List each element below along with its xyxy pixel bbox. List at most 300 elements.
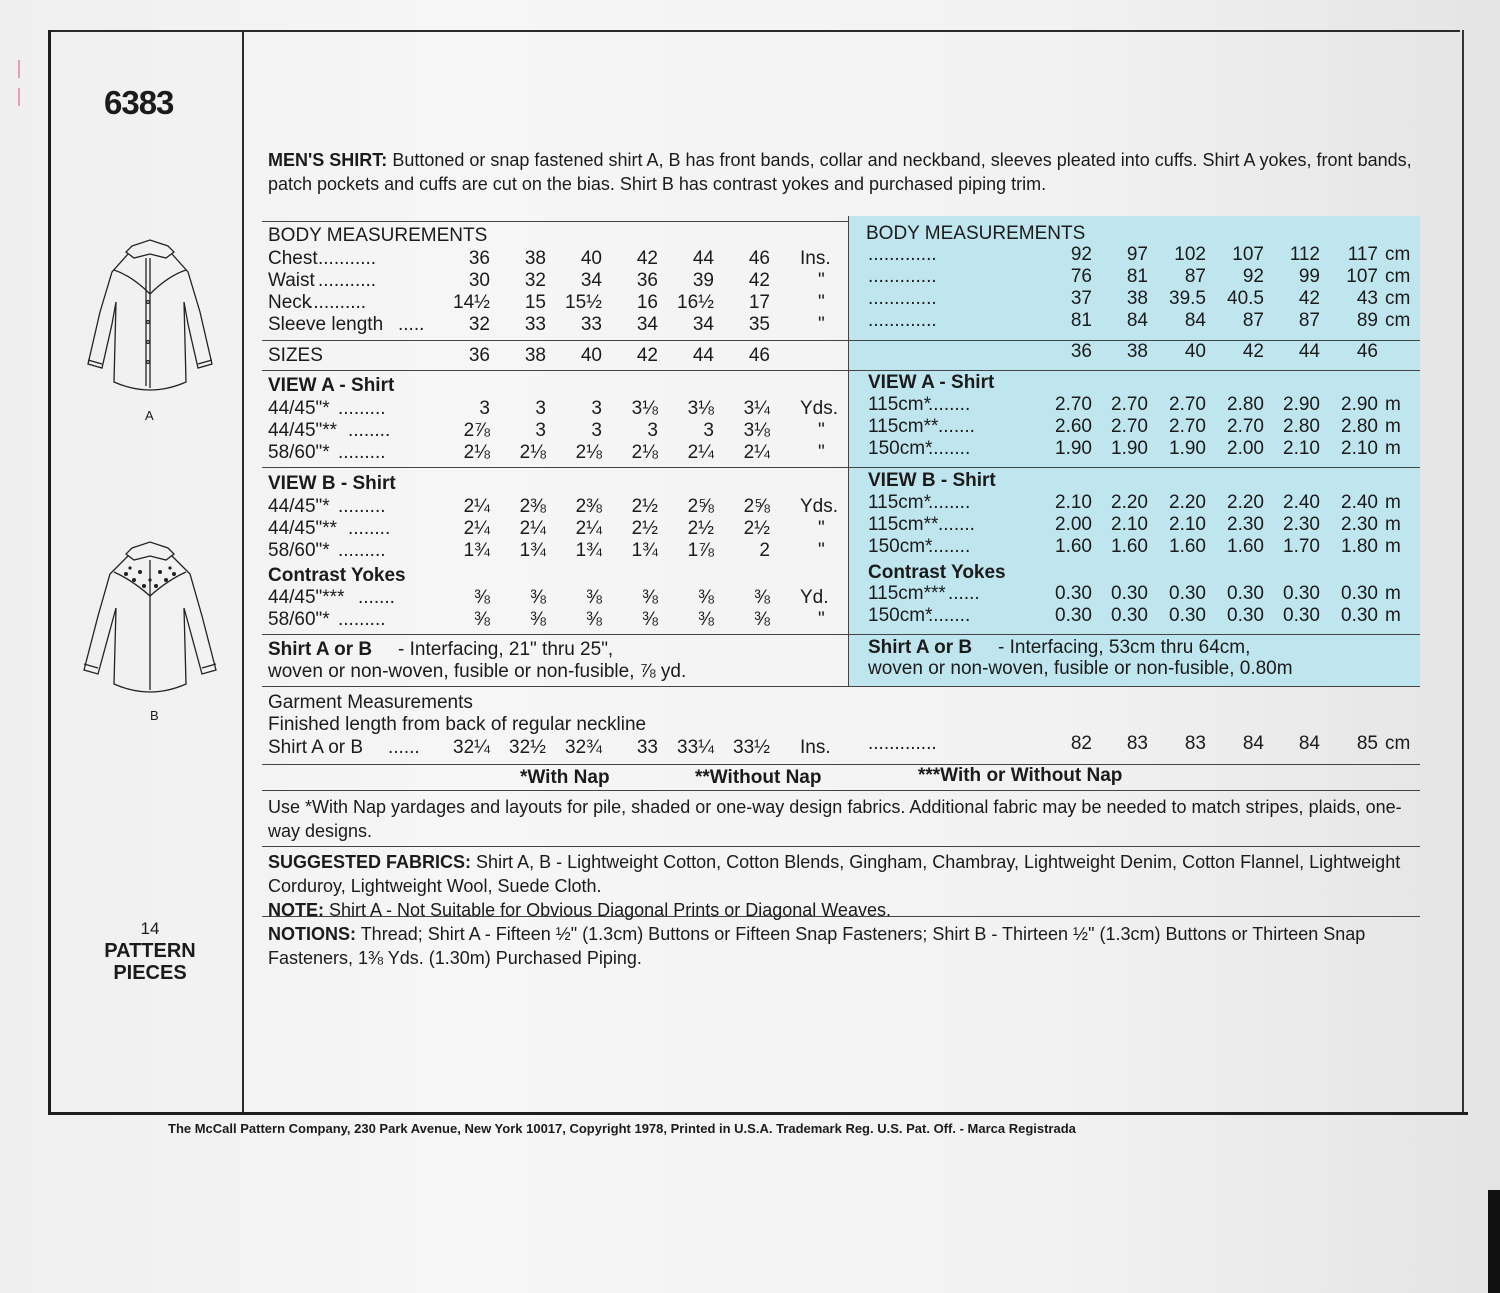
value-cell: 1.90: [1055, 438, 1092, 459]
unit-cell: Yds.: [800, 398, 839, 419]
value-cell: 15: [524, 292, 546, 313]
unit-cell: Yd.: [800, 587, 829, 608]
value-cell: ⅜: [642, 587, 658, 608]
row-label: 115cm**: [868, 416, 939, 437]
value-cell: ⅜: [754, 587, 770, 608]
value-cell: 0.30: [1169, 605, 1206, 626]
value-cell: 2.20: [1111, 492, 1148, 513]
value-cell: 3: [591, 420, 602, 441]
row-label: 44/45"**: [268, 518, 338, 539]
leader-dots: .........: [338, 540, 386, 561]
row-label: Chest: [268, 248, 318, 269]
pattern-number: 6383: [104, 84, 174, 121]
value-cell: 97: [1126, 244, 1148, 265]
fabrics-text: Shirt A, B - Lightweight Cotton, Cotton Blends, Gingham, Chambray, Lightweight Denim, Cotton Flannel, Lightweight Corduroy, Lightweight Wool, Suede Cloth.: [268, 852, 1401, 896]
value-cell: 1¾: [631, 540, 658, 561]
rule: [262, 221, 848, 222]
value-cell: 2.10: [1111, 514, 1148, 535]
value-cell: 3: [535, 398, 546, 419]
leader-dots: .............: [868, 244, 937, 265]
unit-cell: m: [1385, 536, 1401, 557]
pattern-pieces-line2: PIECES: [113, 962, 187, 984]
value-cell: 2¼: [519, 518, 546, 539]
unit-cell: cm: [1385, 266, 1411, 287]
unit-cell: ": [818, 270, 825, 291]
value-cell: 33: [636, 737, 658, 758]
leader-dots: ...........: [318, 248, 377, 269]
size-cell: 38: [1126, 341, 1148, 362]
value-cell: 87: [1184, 266, 1206, 287]
leader-dots: .........: [338, 496, 386, 517]
value-cell: 39.5: [1169, 288, 1206, 309]
value-cell: 107: [1232, 244, 1264, 265]
value-cell: 36: [468, 248, 490, 269]
value-cell: 2.80: [1341, 416, 1378, 437]
value-cell: 2½: [631, 496, 658, 517]
value-cell: 2⅞: [463, 420, 490, 441]
body-heading: BODY MEASUREMENTS: [268, 225, 488, 246]
value-cell: 40: [580, 248, 602, 269]
row-label: 44/45"*: [268, 398, 330, 419]
view-b-heading: VIEW B - Shirt: [868, 470, 996, 491]
rule: [262, 764, 1420, 765]
value-cell: 0.30: [1055, 583, 1092, 604]
value-cell: 30: [468, 270, 490, 291]
value-cell: 2⅜: [575, 496, 602, 517]
value-cell: ⅜: [474, 609, 490, 630]
value-cell: 1.60: [1055, 536, 1092, 557]
rule: [262, 686, 1420, 687]
value-cell: 2.70: [1055, 394, 1092, 415]
value-cell: 1.60: [1169, 536, 1206, 557]
unit-cell: cm: [1385, 733, 1411, 754]
leader-dots: .............: [868, 266, 937, 287]
value-cell: 89: [1356, 310, 1378, 331]
value-cell: 0.30: [1227, 583, 1264, 604]
unit-cell: m: [1385, 438, 1401, 459]
value-cell: 1¾: [575, 540, 602, 561]
value-cell: 2.70: [1111, 416, 1148, 437]
legend-with-or-without-nap: ***With or Without Nap: [918, 765, 1123, 786]
value-cell: 42: [1298, 288, 1320, 309]
value-cell: 92: [1242, 266, 1264, 287]
value-cell: 2.70: [1169, 416, 1206, 437]
row-label: 150cm*: [868, 605, 933, 626]
unit-cell: cm: [1385, 310, 1411, 331]
value-cell: 2⅛: [519, 442, 546, 463]
row-label: 58/60"*: [268, 609, 330, 630]
value-cell: 1.60: [1111, 536, 1148, 557]
interfacing-line: - Interfacing, 21" thru 25",: [398, 639, 614, 660]
row-label: 115cm*: [868, 492, 932, 513]
value-cell: 2.10: [1055, 492, 1092, 513]
leader-dots: .........: [338, 398, 386, 419]
rule: [262, 846, 1420, 847]
value-cell: 0.30: [1283, 583, 1320, 604]
value-cell: 2¼: [463, 496, 490, 517]
value-cell: 2⅜: [519, 496, 546, 517]
value-cell: 83: [1126, 733, 1148, 754]
rule: [262, 634, 1420, 635]
rule: [262, 467, 1420, 468]
size-cell: 46: [1356, 341, 1378, 362]
value-cell: 84: [1298, 733, 1320, 754]
value-cell: 2¼: [463, 518, 490, 539]
value-cell: 46: [748, 248, 770, 269]
description-lead: MEN'S SHIRT:: [268, 150, 388, 170]
leader-dots: ........: [928, 536, 971, 557]
value-cell: 2⅝: [743, 496, 770, 517]
note-text: Shirt A - Not Suitable for Obvious Diagonal Prints or Diagonal Weaves.: [329, 900, 891, 920]
row-label: Neck: [268, 292, 312, 313]
leader-dots: ...........: [318, 270, 377, 291]
garment-label: Shirt A or B: [268, 737, 364, 758]
margin-mark: [18, 60, 20, 78]
value-cell: 107: [1346, 266, 1378, 287]
value-cell: 2.70: [1111, 394, 1148, 415]
unit-cell: ": [818, 609, 825, 630]
value-cell: 16½: [677, 292, 714, 313]
row-label: 115cm**: [868, 514, 939, 535]
leader-dots: ........: [348, 518, 391, 539]
pattern-pieces-line1: PATTERN: [104, 940, 196, 962]
garment-sub: Finished length from back of regular neckline: [268, 714, 647, 735]
value-cell: 38: [524, 248, 546, 269]
value-cell: 1¾: [519, 540, 546, 561]
leader-dots: .........: [338, 442, 386, 463]
value-cell: 2.70: [1169, 394, 1206, 415]
value-cell: 34: [636, 314, 658, 335]
value-cell: 2⅛: [575, 442, 602, 463]
value-cell: 3⅛: [631, 398, 658, 419]
unit-cell: ": [818, 442, 825, 463]
size-cell: 44: [692, 345, 714, 366]
value-cell: 15½: [565, 292, 602, 313]
value-cell: 99: [1298, 266, 1320, 287]
value-cell: 1.60: [1227, 536, 1264, 557]
value-cell: 2.30: [1227, 514, 1264, 535]
leader-dots: .......: [358, 587, 395, 608]
value-cell: ⅜: [586, 609, 602, 630]
value-cell: 33½: [733, 737, 770, 758]
unit-cell: cm: [1385, 244, 1411, 265]
value-cell: ⅜: [530, 609, 546, 630]
value-cell: 33¼: [677, 737, 714, 758]
leader-dots: .......: [938, 416, 975, 437]
value-cell: 3: [479, 398, 490, 419]
value-cell: 3: [647, 420, 658, 441]
leader-dots: .........: [338, 609, 386, 630]
value-cell: 3⅛: [743, 420, 770, 441]
row-label: 58/60"*: [268, 442, 330, 463]
value-cell: 17: [748, 292, 770, 313]
value-cell: 81: [1070, 310, 1092, 331]
unit-cell: m: [1385, 514, 1401, 535]
row-label: Sleeve length: [268, 314, 384, 335]
value-cell: 87: [1242, 310, 1264, 331]
value-cell: 2.20: [1227, 492, 1264, 513]
value-cell: 117: [1347, 244, 1378, 265]
value-cell: ⅜: [642, 609, 658, 630]
unit-cell: ": [818, 540, 825, 561]
value-cell: 40.5: [1227, 288, 1264, 309]
leader-dots: .............: [868, 310, 937, 331]
value-cell: 2.00: [1227, 438, 1264, 459]
size-cell: 36: [1070, 341, 1092, 362]
interfacing-line: woven or non-woven, fusible or non-fusible, ⅞ yd.: [268, 661, 687, 682]
interfacing-lead: Shirt A or B: [268, 639, 373, 660]
value-cell: 32: [468, 314, 490, 335]
frame-top: [48, 30, 1460, 32]
value-cell: 84: [1184, 310, 1206, 331]
value-cell: 1.90: [1111, 438, 1148, 459]
value-cell: 2.10: [1169, 514, 1206, 535]
row-label: 150cm*: [868, 438, 933, 459]
value-cell: 2⅛: [463, 442, 490, 463]
description-text: Buttoned or snap fastened shirt A, B has front bands, collar and neckband, sleeves pleated into cuffs. Shirt A yokes, front bands, patch pockets and cuffs are cut on the bias. Shirt B has contrast yokes and purchased piping trim.: [268, 150, 1412, 194]
value-cell: 2.30: [1283, 514, 1320, 535]
size-cell: 40: [580, 345, 602, 366]
view-a-heading: VIEW A - Shirt: [268, 375, 395, 396]
value-cell: 92: [1070, 244, 1092, 265]
unit-cell: Yds.: [800, 496, 839, 517]
unit-cell: ": [818, 314, 825, 335]
value-cell: 36: [636, 270, 658, 291]
size-cell: 42: [1242, 341, 1264, 362]
column-divider: [242, 30, 244, 1112]
view-a-heading: VIEW A - Shirt: [868, 372, 995, 393]
frame-right: [1462, 30, 1464, 1115]
unit-cell: m: [1385, 416, 1401, 437]
size-cell: 46: [748, 345, 770, 366]
value-cell: 2.20: [1169, 492, 1206, 513]
leader-dots: ......: [388, 737, 420, 758]
value-cell: 42: [636, 248, 658, 269]
value-cell: 82: [1070, 733, 1092, 754]
unit-cell: m: [1385, 492, 1401, 513]
size-cell: 42: [636, 345, 658, 366]
legend-without-nap: **Without Nap: [695, 767, 822, 788]
value-cell: 0.30: [1111, 583, 1148, 604]
value-cell: 2.40: [1341, 492, 1378, 513]
value-cell: 35: [748, 314, 770, 335]
value-cell: 34: [692, 314, 714, 335]
pattern-pieces: [95, 918, 205, 984]
leader-dots: .....: [398, 314, 425, 335]
leader-dots: .......: [938, 514, 975, 535]
unit-cell: m: [1385, 394, 1401, 415]
scan-edge: [1488, 1190, 1500, 1293]
notions-lead: NOTIONS:: [268, 924, 356, 944]
value-cell: 33: [524, 314, 546, 335]
garment-heading: Garment Measurements: [268, 692, 473, 713]
value-cell: 14½: [453, 292, 490, 313]
value-cell: 2½: [743, 518, 770, 539]
value-cell: 87: [1298, 310, 1320, 331]
margin-mark: [18, 88, 20, 106]
value-cell: 1.80: [1341, 536, 1378, 557]
value-cell: 84: [1242, 733, 1264, 754]
value-cell: ⅜: [586, 587, 602, 608]
unit-cell: Ins.: [800, 737, 831, 758]
size-cell: 38: [524, 345, 546, 366]
fabrics-lead: SUGGESTED FABRICS:: [268, 852, 472, 872]
value-cell: 0.30: [1055, 605, 1092, 626]
value-cell: 16: [636, 292, 658, 313]
value-cell: 2½: [687, 518, 714, 539]
unit-cell: ": [818, 518, 825, 539]
value-cell: 2¼: [575, 518, 602, 539]
value-cell: ⅜: [530, 587, 546, 608]
view-b-heading: VIEW B - Shirt: [268, 473, 396, 494]
value-cell: 0.30: [1227, 605, 1264, 626]
leader-dots: ........: [928, 394, 971, 415]
leader-dots: ........: [928, 492, 971, 513]
interfacing-line: woven or non-woven, fusible or non-fusible, 0.80m: [868, 658, 1293, 679]
value-cell: ⅜: [698, 609, 714, 630]
rule: [262, 370, 1420, 371]
value-cell: 85: [1356, 733, 1378, 754]
value-cell: 0.30: [1341, 605, 1378, 626]
row-label: Waist: [268, 270, 315, 291]
value-cell: 2⅛: [631, 442, 658, 463]
value-cell: 2.90: [1283, 394, 1320, 415]
value-cell: 2.80: [1283, 416, 1320, 437]
value-cell: 1.70: [1283, 536, 1320, 557]
value-cell: ⅜: [754, 609, 770, 630]
row-label: 44/45"*: [268, 496, 330, 517]
value-cell: 0.30: [1169, 583, 1206, 604]
value-cell: 2.90: [1341, 394, 1378, 415]
value-cell: 2.10: [1341, 438, 1378, 459]
row-label: 115cm*: [868, 394, 932, 415]
leader-dots: ........: [348, 420, 391, 441]
frame-left: [48, 30, 51, 1115]
shirt-a-illustration: [70, 232, 230, 402]
value-cell: 2.70: [1227, 416, 1264, 437]
value-cell: 3: [535, 420, 546, 441]
value-cell: 83: [1184, 733, 1206, 754]
value-cell: 38: [1126, 288, 1148, 309]
interfacing-line: - Interfacing, 53cm thru 64cm,: [998, 637, 1251, 658]
unit-cell: ": [818, 292, 825, 313]
value-cell: 84: [1126, 310, 1148, 331]
value-cell: 32: [524, 270, 546, 291]
suggested-fabrics: [268, 850, 1428, 922]
value-cell: 2.30: [1341, 514, 1378, 535]
figure-a-label: A: [145, 408, 154, 423]
interfacing-lead: Shirt A or B: [868, 637, 973, 658]
row-label: 44/45"**: [268, 420, 338, 441]
shirt-b-illustration: [70, 538, 230, 708]
value-cell: 0.30: [1341, 583, 1378, 604]
value-cell: 3¼: [743, 398, 770, 419]
value-cell: 2¼: [687, 442, 714, 463]
value-cell: 2.60: [1055, 416, 1092, 437]
row-label: 115cm***: [868, 583, 946, 604]
leader-dots: .............: [868, 288, 937, 309]
nap-note: Use *With Nap yardages and layouts for pile, shaded or one-way design fabrics. Additional fabric may be needed to match stripes, plaids, one-way designs.: [268, 797, 1402, 841]
body-heading: BODY MEASUREMENTS: [866, 223, 1086, 244]
value-cell: 0.30: [1111, 605, 1148, 626]
value-cell: 0.30: [1283, 605, 1320, 626]
value-cell: 3: [591, 398, 602, 419]
value-cell: 3⅛: [687, 398, 714, 419]
value-cell: 2: [759, 540, 770, 561]
size-cell: 36: [468, 345, 490, 366]
value-cell: 2.80: [1227, 394, 1264, 415]
value-cell: ⅜: [698, 587, 714, 608]
value-cell: 39: [692, 270, 714, 291]
row-label: 150cm*: [868, 536, 933, 557]
value-cell: 1⅞: [687, 540, 714, 561]
leader-dots: ...........: [308, 292, 367, 313]
value-cell: 2½: [631, 518, 658, 539]
value-cell: 2.40: [1283, 492, 1320, 513]
value-cell: 43: [1356, 288, 1378, 309]
leader-dots: ........: [928, 438, 971, 459]
value-cell: 32¾: [565, 737, 602, 758]
leader-dots: ........: [928, 605, 971, 626]
value-cell: 112: [1289, 244, 1320, 265]
frame-bottom: [48, 1112, 1468, 1115]
notions-text: Thread; Shirt A - Fifteen ½" (1.3cm) Buttons or Fifteen Snap Fasteners; Shirt B - Thirteen ½" (1.3cm) Buttons or Thirteen Snap Fasteners, 1⅜ Yds. (1.30m) Purchased Piping.: [268, 924, 1366, 968]
rule: [848, 216, 849, 686]
leader-dots: .............: [868, 733, 937, 754]
value-cell: 2.10: [1283, 438, 1320, 459]
unit-cell: Ins.: [800, 248, 831, 269]
value-cell: 1.90: [1169, 438, 1206, 459]
rule: [262, 790, 1420, 791]
size-cell: 40: [1184, 341, 1206, 362]
unit-cell: m: [1385, 605, 1401, 626]
value-cell: 42: [748, 270, 770, 291]
contrast-heading: Contrast Yokes: [268, 565, 406, 586]
size-cell: 44: [1298, 341, 1320, 362]
value-cell: 81: [1126, 266, 1148, 287]
note-lead: NOTE:: [268, 900, 324, 920]
pattern-pieces-count: 14: [140, 919, 160, 938]
value-cell: 33: [580, 314, 602, 335]
value-cell: 32¼: [453, 737, 490, 758]
value-cell: 32½: [509, 737, 546, 758]
unit-cell: m: [1385, 583, 1401, 604]
unit-cell: ": [818, 420, 825, 441]
sizes-label: SIZES: [268, 345, 323, 366]
row-label: 44/45"***: [268, 587, 345, 608]
unit-cell: cm: [1385, 288, 1411, 309]
value-cell: ⅜: [474, 587, 490, 608]
publisher-footer: The McCall Pattern Company, 230 Park Avenue, New York 10017, Copyright 1978, Printed in U.S.A. Trademark Reg. U.S. Pat. Off. - Marca Registrada: [168, 1121, 1076, 1136]
row-label: 58/60"*: [268, 540, 330, 561]
leader-dots: ......: [948, 583, 980, 604]
value-cell: 44: [692, 248, 714, 269]
value-cell: 102: [1174, 244, 1206, 265]
figure-b-label: B: [150, 708, 159, 723]
value-cell: 3: [703, 420, 714, 441]
value-cell: 2.00: [1055, 514, 1092, 535]
notions: [268, 922, 1428, 970]
value-cell: 76: [1070, 266, 1092, 287]
value-cell: 37: [1070, 288, 1092, 309]
value-cell: 34: [580, 270, 602, 291]
value-cell: 1¾: [463, 540, 490, 561]
description: [268, 148, 1428, 196]
value-cell: 2¼: [743, 442, 770, 463]
value-cell: 2⅝: [687, 496, 714, 517]
contrast-heading: Contrast Yokes: [868, 562, 1006, 583]
legend-with-nap: *With Nap: [520, 767, 610, 788]
